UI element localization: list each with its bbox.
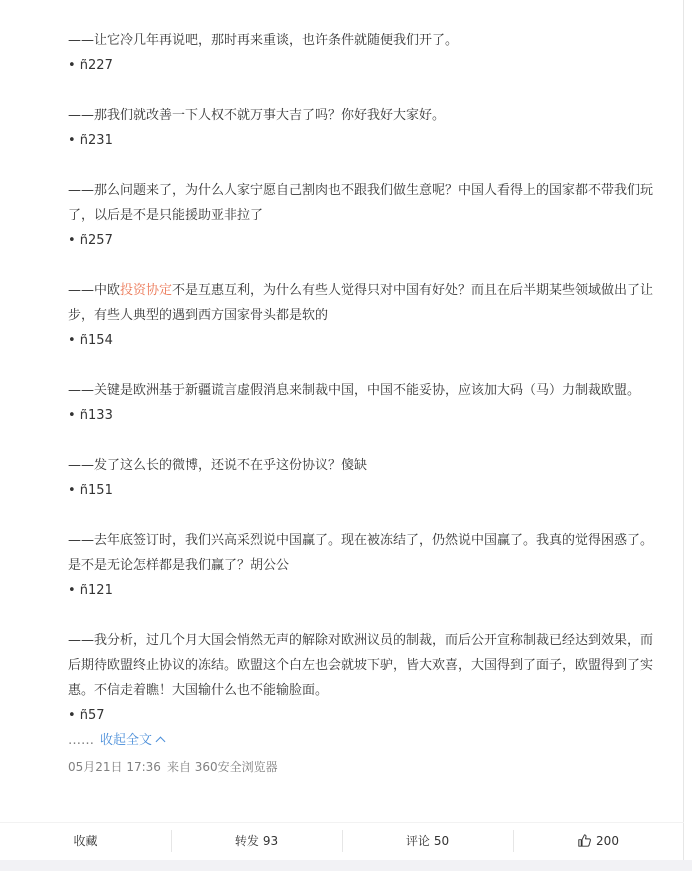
comment-item xyxy=(68,28,662,78)
comment-text: ——关键是欧洲基于新疆谎言虚假消息来制裁中国，中国不能妥协，应该加大码（马）力制裁欧盟。 xyxy=(68,383,641,398)
comment-likes: • ñ154 xyxy=(68,333,113,348)
comment-button[interactable] xyxy=(342,830,513,852)
repost-label: 转发 xyxy=(234,834,259,848)
comment-text: ——让它冷几年再说吧，那时再来重谈，也许条件就随便我们开了。 xyxy=(68,33,459,48)
comment-likes: • ñ57 xyxy=(68,708,105,723)
like-count: 200 xyxy=(596,834,619,848)
repost-button[interactable] xyxy=(171,830,342,852)
comment-text-suffix: 不是互惠互利，为什么有些人觉得只对中国有好处？而且在后半期某些领域做出了让步，有些人典型的遇到西方国家骨头都是软的 xyxy=(68,283,654,323)
comment-item xyxy=(68,528,662,603)
action-bar xyxy=(0,822,684,859)
comment-item xyxy=(68,453,662,503)
comment-likes: • ñ231 xyxy=(68,133,113,148)
like-button[interactable] xyxy=(513,830,684,852)
comment-count: 50 xyxy=(433,834,450,848)
comment-item xyxy=(68,378,662,428)
collapse-full-text-link[interactable] xyxy=(100,733,164,748)
favorite-button[interactable] xyxy=(0,830,171,852)
comment-likes: • ñ257 xyxy=(68,233,113,248)
comment-likes: • ñ151 xyxy=(68,483,113,498)
comment-text: ——那我们就改善一下人权不就万事大吉了吗？你好我好大家好。 xyxy=(68,108,446,123)
comment-likes: • ñ227 xyxy=(68,58,113,73)
post-meta xyxy=(68,757,662,777)
comment-text: ——我分析，过几个月大国会悄然无声的解除对欧洲议员的制裁，而后公开宣称制裁已经达到效果，而后期待欧盟终止协议的冻结。欧盟这个白左也会就坡下驴，皆大欢喜，大国得到了面子，欧盟得到了实惠。不信走着瞧！大国输什么也不能输脸面。 xyxy=(68,633,654,698)
chevron-up-icon xyxy=(156,737,166,747)
post-content xyxy=(68,28,662,777)
comment-text: ——去年底签订时，我们兴高采烈说中国赢了。现在被冻结了，仍然说中国赢了。我真的觉得困惑了。是不是无论怎样都是我们赢了？胡公公 xyxy=(68,533,654,573)
comment-text: ——那么问题来了，为什么人家宁愿自己割肉也不跟我们做生意呢？中国人看得上的国家都不带我们玩了，以后是不是只能援助亚非拉了 xyxy=(68,183,654,223)
post-time[interactable]: 05月21日 17:36 xyxy=(68,760,161,774)
topic-link-investment-agreement[interactable]: 投资协定 xyxy=(120,283,173,298)
comment-likes: • ñ133 xyxy=(68,408,113,423)
comment-item xyxy=(68,178,662,253)
comment-text-prefix: ——中欧 xyxy=(68,283,121,298)
ellipsis: …… xyxy=(68,733,94,748)
comment-text: ——发了这么长的微博，还说不在乎这份协议？傻缺 xyxy=(68,458,368,473)
post-source[interactable]: 来自 360安全浏览器 xyxy=(166,760,278,774)
thumbs-up-icon xyxy=(578,834,591,847)
page-background-strip xyxy=(0,860,692,871)
collapse-label: 收起全文 xyxy=(100,733,153,748)
comment-item xyxy=(68,103,662,153)
comment-item xyxy=(68,278,662,353)
comment-item xyxy=(68,628,662,728)
repost-count: 93 xyxy=(262,834,279,848)
comment-label: 评论 xyxy=(405,834,430,848)
comment-likes: • ñ121 xyxy=(68,583,113,598)
comment-text xyxy=(68,278,662,328)
favorite-label: 收藏 xyxy=(73,834,98,848)
collapse-row xyxy=(68,728,662,753)
